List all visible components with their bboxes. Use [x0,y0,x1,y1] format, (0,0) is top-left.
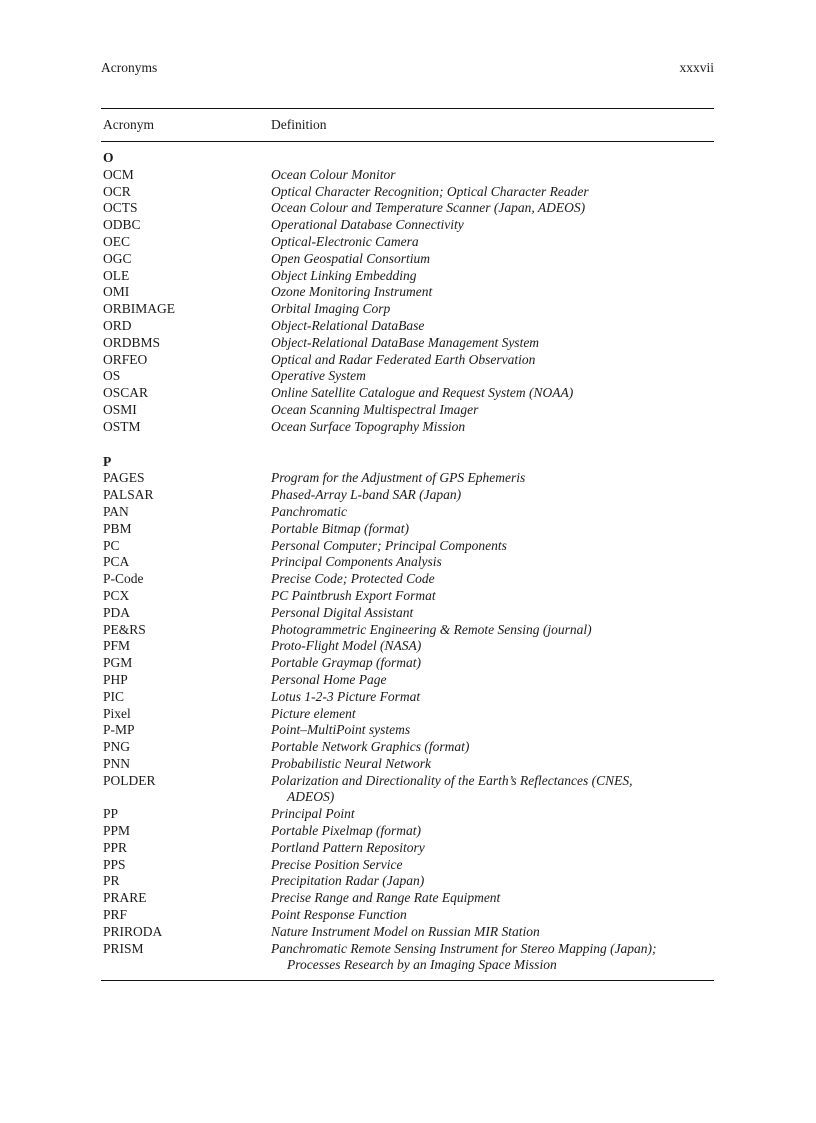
table-body [101,142,714,974]
section-letter: P [103,453,112,469]
definition-text: Picture element [271,705,356,721]
acronym-cell: ORD [103,317,132,333]
section-gap [101,436,714,454]
definition-cell [271,385,714,402]
definition-text: Optical-Electronic Camera [271,233,419,249]
table-row [101,538,714,555]
acronym-cell: PE&RS [103,621,146,637]
acronym-cell: PALSAR [103,487,154,503]
table-row [101,638,714,655]
table-row [101,554,714,571]
definition-cell [271,538,714,555]
acronym-cell: OCM [103,166,134,182]
table-header-row [101,109,714,141]
table-row [101,655,714,672]
table-row [101,167,714,184]
definition-text: Portable Bitmap (format) [271,520,409,536]
acronym-cell: OMI [103,284,130,300]
definition-cell [271,722,714,739]
definition-cell [271,907,714,924]
definition-text: Precise Position Service [271,856,403,872]
acronym-cell: PPM [103,823,131,839]
table-row [101,571,714,588]
definition-text: Object-Relational DataBase [271,317,425,333]
definition-cell [271,234,714,251]
definition-cell [271,217,714,234]
definition-text: Precipitation Radar (Japan) [271,873,425,889]
definition-cell [271,521,714,538]
definition-cell [271,605,714,622]
definition-cell [271,504,714,521]
definition-continuation: Processes Research by an Imaging Space Mission [287,957,557,973]
acronym-cell: PRISM [103,940,144,956]
definition-text: Nature Instrument Model on Russian MIR Station [271,923,540,939]
table-row [101,890,714,907]
definition-text: Principal Components Analysis [271,554,442,570]
table-row [101,840,714,857]
acronym-cell: PCX [103,587,130,603]
table-row [101,318,714,335]
definition-text: Portable Network Graphics (format) [271,739,470,755]
definition-text: Personal Home Page [271,671,387,687]
acronym-cell: ODBC [103,217,141,233]
table-row [101,756,714,773]
acronym-cell: OLE [103,267,130,283]
acronym-cell: OCTS [103,200,138,216]
acronym-cell: PR [103,873,120,889]
definition-cell [271,402,714,419]
acronym-cell: PDA [103,604,131,620]
definition-text: Operational Database Connectivity [271,217,464,233]
definition-text: Online Satellite Catalogue and Request System (NOAA) [271,385,574,401]
acronym-cell: PC [103,537,120,553]
table-row [101,335,714,352]
table-row [101,504,714,521]
definition-text: Ocean Surface Topography Mission [271,418,466,434]
table-row [101,385,714,402]
table-row [101,234,714,251]
table-row [101,521,714,538]
definition-text: Open Geospatial Consortium [271,250,431,266]
definition-cell [271,318,714,335]
acronym-cell: PPR [103,839,128,855]
table-row [101,857,714,874]
table-row [101,301,714,318]
table-row [101,402,714,419]
definition-cell [271,873,714,890]
table-bottom-rule [101,980,714,981]
definition-text: Optical and Radar Federated Earth Observation [271,351,536,367]
section-letter: O [103,150,114,165]
definition-text: Ocean Colour and Temperature Scanner (Japan, ADEOS) [271,200,586,216]
acronym-table [101,108,714,981]
acronym-cell: OEC [103,233,130,249]
acronym-cell: PAN [103,503,129,519]
table-row [101,419,714,436]
acronym-cell: OSTM [103,418,141,434]
acronym-cell: PHP [103,671,128,687]
table-row [101,622,714,639]
definition-cell [271,638,714,655]
table-row [101,722,714,739]
definition-cell [271,689,714,706]
definition-text: Object-Relational DataBase Management System [271,334,540,350]
acronym-cell: P-MP [103,722,135,738]
acronym-cell: PCA [103,554,130,570]
definition-cell [271,773,714,807]
acronym-cell: OS [103,368,121,384]
definition-cell [271,857,714,874]
acronym-cell: PRIRODA [103,923,163,939]
definition-text: Probabilistic Neural Network [271,755,431,771]
definition-text: Panchromatic [271,503,347,519]
definition-text: Principal Point [271,806,355,822]
table-row [101,806,714,823]
acronym-cell: PNG [103,739,131,755]
definition-text: Point Response Function [271,907,407,923]
definition-text: Point–MultiPoint systems [271,722,411,738]
acronym-cell: OCR [103,183,131,199]
table-row [101,689,714,706]
definition-text: Panchromatic Remote Sensing Instrument for Stereo Mapping (Japan); [271,940,657,956]
definition-text: Precise Code; Protected Code [271,571,435,587]
definition-cell [271,301,714,318]
definition-cell [271,251,714,268]
definition-cell [271,941,714,975]
definition-cell [271,200,714,217]
definition-cell [271,470,714,487]
table-row [101,605,714,622]
acronym-cell: PGM [103,655,133,671]
definition-text: Personal Computer; Principal Components [271,537,507,553]
definition-text: Precise Range and Range Rate Equipment [271,890,501,906]
definition-text: Polarization and Directionality of the Earth’s Reflectances (CNES, [271,772,633,788]
column-header-acronym: Acronym [103,117,154,132]
table-row [101,368,714,385]
acronym-cell: ORDBMS [103,334,161,350]
definition-text: Ozone Monitoring Instrument [271,284,433,300]
acronym-cell: PP [103,806,119,822]
acronym-cell: P-Code [103,571,144,587]
definition-text: Portland Pattern Repository [271,839,425,855]
table-row [101,588,714,605]
definition-text: Operative System [271,368,366,384]
definition-text: Proto-Flight Model (NASA) [271,638,422,654]
table-row [101,470,714,487]
acronym-cell: OSMI [103,401,137,417]
table-row [101,217,714,234]
acronym-cell: ORFEO [103,351,148,367]
definition-text: Portable Pixelmap (format) [271,823,421,839]
acronym-cell: OSCAR [103,385,149,401]
definition-text: PC Paintbrush Export Format [271,587,436,603]
table-row [101,941,714,975]
table-row [101,739,714,756]
definition-cell [271,352,714,369]
definition-cell [271,622,714,639]
table-row [101,672,714,689]
definition-text: Lotus 1-2-3 Picture Format [271,688,421,704]
definition-cell [271,823,714,840]
table-row [101,284,714,301]
definition-cell [271,806,714,823]
definition-text: Photogrammetric Engineering & Remote Sensing (journal) [271,621,592,637]
definition-cell [271,184,714,201]
acronym-cell: PFM [103,638,131,654]
definition-text: Portable Graymap (format) [271,655,421,671]
definition-cell [271,167,714,184]
acronym-cell: PPS [103,856,126,872]
acronym-cell: PBM [103,520,132,536]
definition-continuation: ADEOS) [287,789,335,805]
definition-cell [271,655,714,672]
table-row [101,706,714,723]
table-row [101,873,714,890]
definition-cell [271,756,714,773]
table-row [101,907,714,924]
table-row [101,352,714,369]
definition-cell [271,335,714,352]
definition-text: Ocean Scanning Multispectral Imager [271,401,479,417]
table-row [101,773,714,807]
definition-cell [271,739,714,756]
definition-cell [271,571,714,588]
definition-cell [271,419,714,436]
acronym-cell: POLDER [103,772,156,788]
acronym-cell: Pixel [103,705,131,721]
table-row [101,200,714,217]
definition-cell [271,554,714,571]
definition-cell [271,840,714,857]
definition-text: Object Linking Embedding [271,267,417,283]
table-row [101,823,714,840]
section-title: Acronyms [101,60,158,75]
table-row [101,487,714,504]
table-row [101,924,714,941]
definition-cell [271,487,714,504]
acronym-cell: PIC [103,688,125,704]
definition-cell [271,588,714,605]
acronym-cell: ORBIMAGE [103,301,176,317]
definition-cell [271,268,714,285]
definition-cell [271,368,714,385]
table-row [101,268,714,285]
acronym-cell: PAGES [103,470,145,486]
definition-cell [271,706,714,723]
acronym-cell: PRARE [103,890,147,906]
definition-text: Personal Digital Assistant [271,604,414,620]
acronym-cell: PNN [103,755,131,771]
definition-cell [271,284,714,301]
table-row [101,184,714,201]
definition-cell [271,890,714,907]
page-number: xxxvii [679,60,714,75]
definition-cell [271,672,714,689]
definition-text: Phased-Array L-band SAR (Japan) [271,487,462,503]
acronym-cell: OGC [103,250,132,266]
definition-text: Optical Character Recognition; Optical Character Reader [271,183,589,199]
running-head [101,60,714,76]
definition-text: Program for the Adjustment of GPS Ephemeris [271,470,526,486]
column-header-definition: Definition [271,117,327,132]
table-row [101,251,714,268]
definition-text: Orbital Imaging Corp [271,301,391,317]
definition-text: Ocean Colour Monitor [271,166,396,182]
definition-cell [271,924,714,941]
acronym-cell: PRF [103,907,128,923]
